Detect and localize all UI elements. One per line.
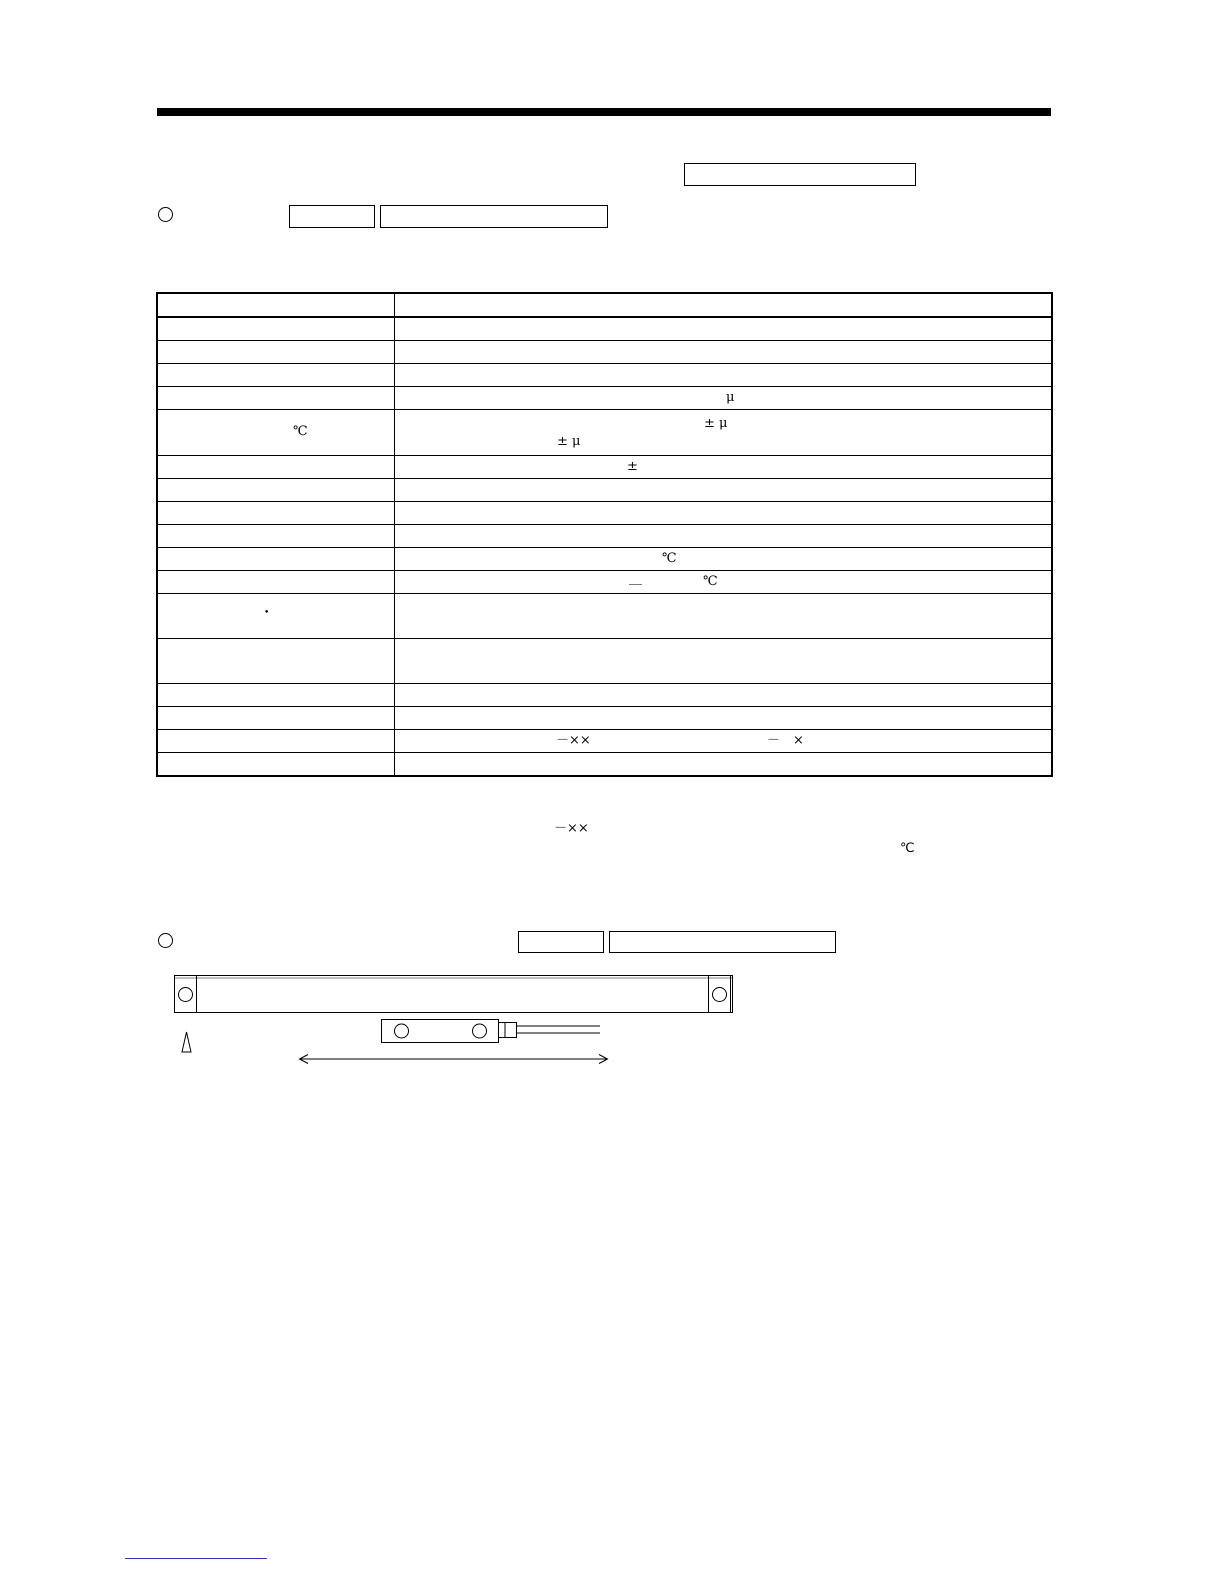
dash-x-symbol: － × — [767, 733, 804, 748]
table-row — [157, 730, 1052, 753]
plus-minus-micro-symbol-2: ± μ — [557, 434, 581, 449]
table-row — [157, 571, 1052, 594]
table-row — [157, 525, 1052, 548]
linear-scale-diagram — [160, 970, 760, 1070]
table-row — [157, 387, 1052, 410]
read-head-hole-right — [473, 1024, 487, 1038]
dash-x-x-symbol: －×× — [556, 733, 591, 748]
table-row — [157, 684, 1052, 707]
section-2-ref-box-b — [609, 931, 836, 953]
header-rule — [157, 108, 1051, 116]
origin-marker — [182, 1032, 191, 1052]
micro-symbol: μ — [726, 390, 735, 405]
range-underscore: ＿ — [629, 572, 643, 587]
dot-mark: • — [264, 608, 270, 618]
table-row — [157, 410, 1052, 456]
table-row — [157, 639, 1052, 684]
plus-minus-micro-symbol: ± μ — [704, 416, 728, 431]
table-row — [157, 364, 1052, 387]
read-head — [382, 1020, 499, 1043]
table-row — [157, 456, 1052, 479]
plus-minus-symbol: ± — [627, 459, 638, 474]
scale-body — [175, 976, 733, 1013]
table-row — [157, 594, 1052, 639]
table-row — [157, 707, 1052, 730]
section-2-ref-box-a — [518, 931, 604, 953]
table-row — [157, 341, 1052, 364]
footer-link-underline[interactable] — [125, 1558, 267, 1559]
table-header-row — [157, 293, 1052, 317]
scale-end-block-right — [709, 976, 731, 1013]
section-bullet-1 — [158, 207, 173, 222]
section-1-ref-box-a — [289, 205, 375, 228]
section-bullet-2 — [158, 933, 173, 948]
note-dash-x-x: －×× — [554, 821, 589, 836]
table-row — [157, 317, 1052, 341]
note-degc: ℃ — [900, 841, 915, 856]
read-head-hole-left — [395, 1024, 409, 1038]
scale-end-block-left — [175, 976, 197, 1013]
section-1-ref-box-b — [380, 205, 608, 228]
mount-hole-left — [179, 988, 193, 1002]
degc-symbol: ℃ — [662, 551, 677, 566]
specification-table — [156, 292, 1053, 777]
table-row — [157, 548, 1052, 571]
table-row — [157, 753, 1052, 777]
degc-symbol: ℃ — [293, 424, 308, 439]
mount-hole-right — [713, 988, 727, 1002]
table-row — [157, 479, 1052, 502]
degc-symbol: ℃ — [703, 574, 718, 589]
cable-connector — [499, 1023, 517, 1038]
reference-box-top — [684, 163, 916, 186]
table-row — [157, 502, 1052, 525]
